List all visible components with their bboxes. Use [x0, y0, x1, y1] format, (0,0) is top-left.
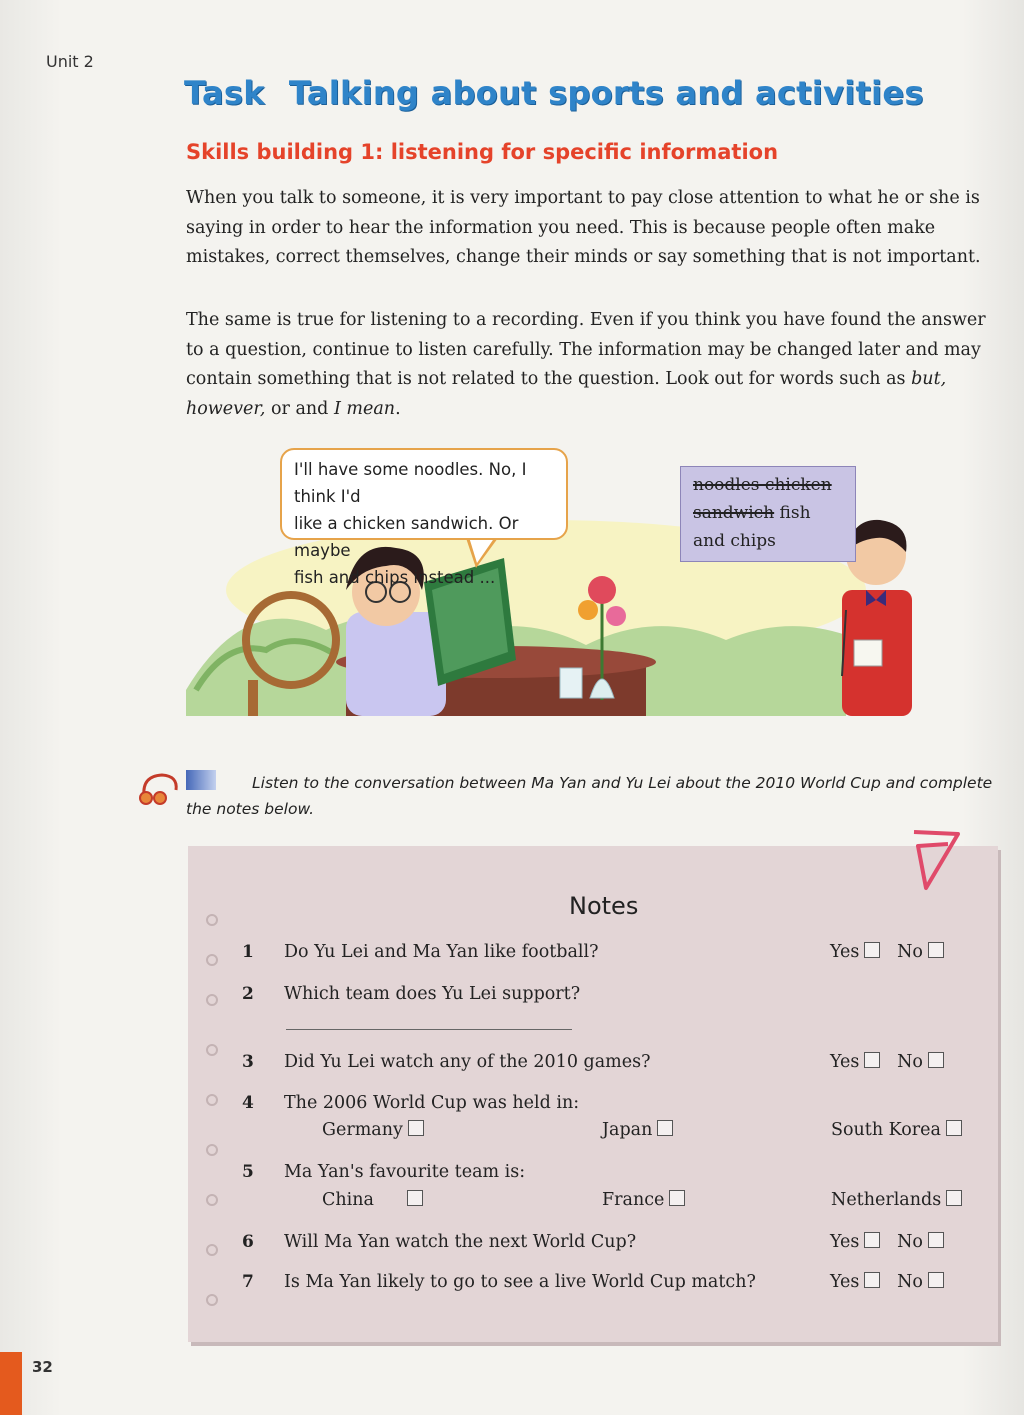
q3-yes-no: Yes No — [830, 1050, 944, 1074]
q1-yes-checkbox[interactable] — [864, 942, 880, 958]
binder-holes-icon — [202, 850, 222, 1340]
q2-answer-line[interactable] — [286, 1029, 572, 1030]
listening-instruction: Listen to the conversation between Ma Yan and Yu Lei about the 2010 World Cup and complete the notes below. — [186, 774, 993, 818]
intro-paragraph: When you talk to someone, it is very important to pay close attention to what he or she is saying in order to hear the information you need. This is because people often make mistakes, correct themselves, change their minds or say something that is not important. — [186, 188, 981, 267]
unit-label: Unit 2 — [46, 52, 94, 71]
q5-option-france: France — [602, 1190, 685, 1210]
notes-title: Notes — [569, 892, 639, 920]
task-label: Task — [184, 74, 265, 112]
q1-no-checkbox[interactable] — [928, 942, 944, 958]
note-struck-2: sandwich — [693, 503, 775, 523]
q3-no-checkbox[interactable] — [928, 1052, 944, 1068]
q5-netherlands-checkbox[interactable] — [946, 1190, 962, 1206]
q4-option-japan: Japan — [602, 1120, 673, 1140]
q5-option-netherlands: Netherlands — [831, 1190, 962, 1210]
waiter-note-card — [680, 466, 856, 562]
restaurant-illustration — [186, 440, 1002, 716]
page-number: 32 — [32, 1358, 53, 1376]
note-struck-1: noodles chicken — [693, 475, 832, 495]
q4-germany-checkbox[interactable] — [408, 1120, 424, 1136]
q1-yes-no: Yes No — [830, 940, 944, 964]
q7-no-checkbox[interactable] — [928, 1272, 944, 1288]
speech-line-3: fish and chips instead ... — [294, 568, 496, 587]
q6-yes-no: Yes No — [830, 1230, 944, 1254]
q7-yes-checkbox[interactable] — [864, 1272, 880, 1288]
note-fish: fish — [774, 503, 811, 523]
q3-yes-checkbox[interactable] — [864, 1052, 880, 1068]
q4-option-south-korea: South Korea — [831, 1120, 962, 1140]
q4-japan-checkbox[interactable] — [657, 1120, 673, 1136]
listening-paragraph: The same is true for listening to a recording. Even if you think you have found the answer to a question, continue to listen carefully. The information may be changed later and may contain something that is not related to the question. Look out for words such as but, however, or and I mean. — [186, 310, 986, 419]
q7-yes-no: Yes No — [830, 1270, 944, 1294]
speech-bubble — [280, 448, 568, 587]
speech-line-1: I'll have some noodles. No, I think I'd — [294, 460, 527, 506]
q6-yes-checkbox[interactable] — [864, 1232, 880, 1248]
q4-option-germany: Germany — [322, 1120, 424, 1140]
q4-south-korea-checkbox[interactable] — [946, 1120, 962, 1136]
task-topic: Talking about sports and activities — [288, 74, 924, 112]
q6-no-checkbox[interactable] — [928, 1232, 944, 1248]
task-title — [184, 74, 924, 112]
page-color-bar — [0, 1352, 22, 1415]
note-line-3: and chips — [693, 531, 776, 551]
q5-china-checkbox[interactable] — [407, 1190, 423, 1206]
speech-line-2: like a chicken sandwich. Or maybe — [294, 514, 519, 560]
paper-clip-icon — [908, 826, 964, 896]
headphones-icon — [136, 770, 182, 806]
q5-france-checkbox[interactable] — [669, 1190, 685, 1206]
skills-heading: Skills building 1: listening for specific information — [186, 140, 779, 164]
q5-option-china: China — [322, 1190, 423, 1210]
